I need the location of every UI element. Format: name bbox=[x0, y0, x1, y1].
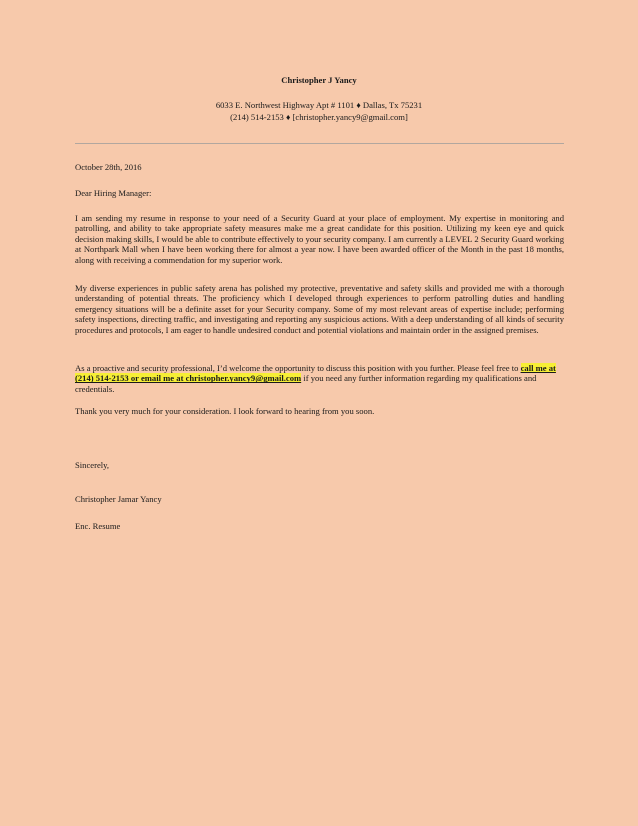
header-divider bbox=[75, 143, 564, 144]
letter-date: October 28th, 2016 bbox=[75, 162, 142, 172]
paragraph-experience: My diverse experiences in public safety arena has polished my protective, preventative and safety skills and provided me with a thorough understanding of potential threats. The proficiency which I developed through experiences to perform patrolling duties and handling emergency situations will be a definite asset for your Security company. Some of my most relevant areas of expertise include; performing safety inspections, directing traffic, and investigating and reporting any suspicious actions. With a deep understanding of all kinds of security procedures and protocols, I am eager to handle undesired conduct and potential violations and maintain order in the assigned premises. bbox=[75, 283, 564, 335]
sender-name: Christopher J Yancy bbox=[281, 75, 357, 85]
signature-name: Christopher Jamar Yancy bbox=[75, 494, 162, 504]
salutation: Dear Hiring Manager: bbox=[75, 188, 152, 198]
closing: Sincerely, bbox=[75, 460, 110, 470]
paragraph-contact bbox=[75, 363, 564, 394]
sender-contact: (214) 514-2153 ♦ [christopher.yancy9@gmail.com] bbox=[230, 112, 408, 122]
sender-address: 6033 E. Northwest Highway Apt # 1101 ♦ Dallas, Tx 75231 bbox=[215, 100, 423, 110]
paragraph-thanks: Thank you very much for your consideration. I look forward to hearing from you soon. bbox=[75, 406, 375, 416]
paragraph-contact-text-start: As a proactive and security professional, I’d welcome the opportunity to discuss this position with you further. Please feel free to bbox=[75, 363, 521, 373]
paragraph-contact-text-end: if you need any further information regarding my qualifications and credentials. bbox=[75, 373, 537, 394]
paragraph-intro: I am sending my resume in response to your need of a Security Guard at your place of employment. My expertise in monitoring and patrolling, and ability to take appropriate safety measures make me a great candidate for this position. Utilizing my keen eye and quick decision making skills, I would be able to contribute effectively to your security company. I am currently a LEVEL 2 Security Guard working at Northpark Mall when I have been working there for almost a year now. I have been awarded officer of the Month in the past 18 months, along with receiving a commendation for my superior work. bbox=[75, 213, 564, 265]
enclosure-note: Enc. Resume bbox=[75, 521, 121, 531]
contact-highlight-link[interactable]: call me at (214) 514-2153 or email me at christopher.yancy9@gmail.com bbox=[75, 363, 556, 384]
